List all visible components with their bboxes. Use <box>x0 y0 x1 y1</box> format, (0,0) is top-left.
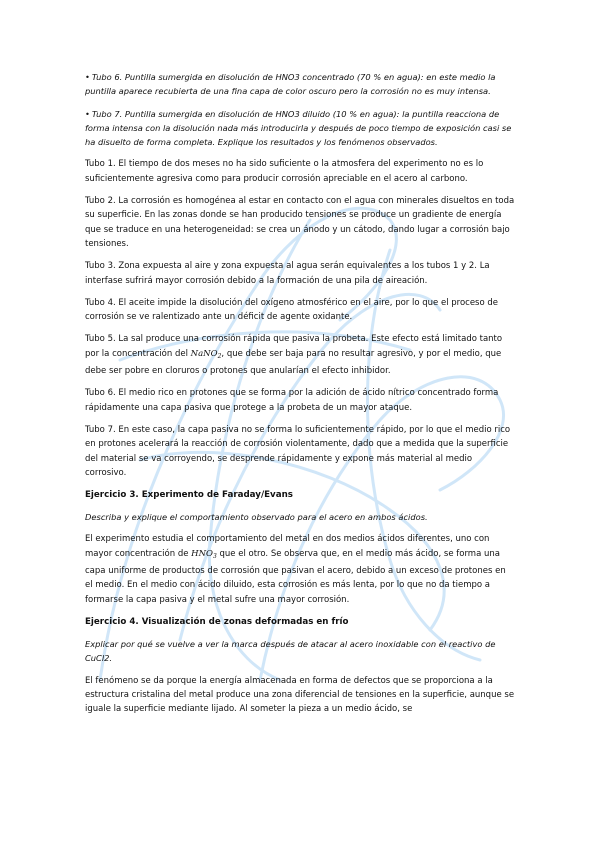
formula-hno3: $HNO_3$ <box>191 548 217 560</box>
answer-tubo7: Tubo 7. En este caso, la capa pasiva no se forma lo suficientemente rápido, por lo que el medio rico en protones acelerará la reacción de corrosión violentamente, dado que a medida que la superficie del material se va corroyendo, se desprende rápidamente y expone más material al medio corrosivo. <box>85 424 511 478</box>
formula-nano2: NaNO$_2$ <box>190 348 222 360</box>
heading-ejercicio4: Ejercicio 4. Visualización de zonas deformadas en frío <box>85 616 349 627</box>
answer-tubo5-part2: , que debe ser baja para no resultar agresivo, y por el medio, que debe ser pobre en cloruros o protones que anularían el efecto inhibidor. <box>85 348 502 377</box>
answer-tubo1: Tubo 1. El tiempo de dos meses no ha sido suficiente o la atmosfera del experimento no es lo suficientemente agresiva como para producir corrosión apreciable en el acero al carbono. <box>85 159 484 184</box>
answer-tubo3: Tubo 3. Zona expuesta al aire y zona expuesta al agua serán equivalentes a los tubos 1 y 2. La interfase sufrirá mayor corrosión debido a la formación de una pila de aireación. <box>85 261 490 286</box>
heading-ejercicio3: Ejercicio 3. Experimento de Faraday/Evans <box>85 490 293 501</box>
prompt-ejercicio3: Describa y explique el comportamiento observado para el acero en ambos ácidos. <box>85 512 428 523</box>
bullet-tubo7 <box>85 107 515 150</box>
bullet-tubo6-text: Tubo 6. Puntilla sumergida en disolución de HNO3 concentrado (70 % en agua): en este medio la puntilla aparece recubierta de una fina capa de color oscuro pero la corrosión no es muy intensa. <box>85 72 496 97</box>
bullet-marker: • <box>85 108 90 119</box>
bullet-tubo7-text: Tubo 7. Puntilla sumergida en disolución de HNO3 diluido (10 % en agua): la puntilla reacciona de forma intensa con la disolución nada más introducirla y después de poco tiempo de exposición casi se ha disuelto de forma completa. Explique los resultados y los fenómenos observados. <box>85 108 512 148</box>
answer-tubo5-part1: Tubo 5. La sal produce una corrosión rápida que pasiva la probeta. Este efecto está limitado tanto por la concentración del <box>85 334 503 359</box>
bullet-marker: • <box>85 72 90 82</box>
prompt-ejercicio4: Explicar por qué se vuelve a ver la marca después de atacar al acero inoxidable con el reactivo de CuCl2. <box>85 638 496 664</box>
answer-tubo5 <box>85 332 515 378</box>
body-ejercicio3: El experimento estudia el comportamiento del metal en dos medios ácidos diferentes, uno con mayor concentración de $HNO_3$ que el otro. Se observa que, en el medio más ácido, se forma una capa uniforme de productos de corrosión que pasivan el acero, debido a un exceso de protones en el medio. En el medio con ácido diluido, esta corrosión es más lenta, por lo que no da tiempo a formarse la capa pasiva y el metal sufre una mayor corrosión. <box>85 534 506 605</box>
body-ejercicio4: El fenómeno se da porque la energía almacenada en forma de defectos que se proporciona a la estructura cristalina del metal produce una zona diferencial de tensiones en la superficie, aunque se iguale la superficie mediante lijado. Al someter la pieza a un medio ácido, se <box>85 675 515 715</box>
bullet-tubo6 <box>85 70 515 99</box>
answer-tubo2: Tubo 2. La corrosión es homogénea al estar en contacto con el agua con minerales disueltos en toda su superficie. En las zonas donde se han producido tensiones se produce un gradiente de energía que se traduce en una heterogeneidad: se crea un ánodo y un cátodo, dando lugar a corrosión bajo tensiones. <box>85 196 515 249</box>
answer-tubo6: Tubo 6. El medio rico en protones que se forma por la adición de ácido nítrico concentrado forma rápidamente una capa pasiva que protege a la probeta de un mayor ataque. <box>85 388 499 413</box>
answer-tubo4: Tubo 4. El aceite impide la disolución del oxígeno atmosférico en el aire, por lo que el proceso de corrosión se ve ralentizado ante un déficit de agente oxidante. <box>85 297 499 323</box>
document-content <box>85 70 515 716</box>
